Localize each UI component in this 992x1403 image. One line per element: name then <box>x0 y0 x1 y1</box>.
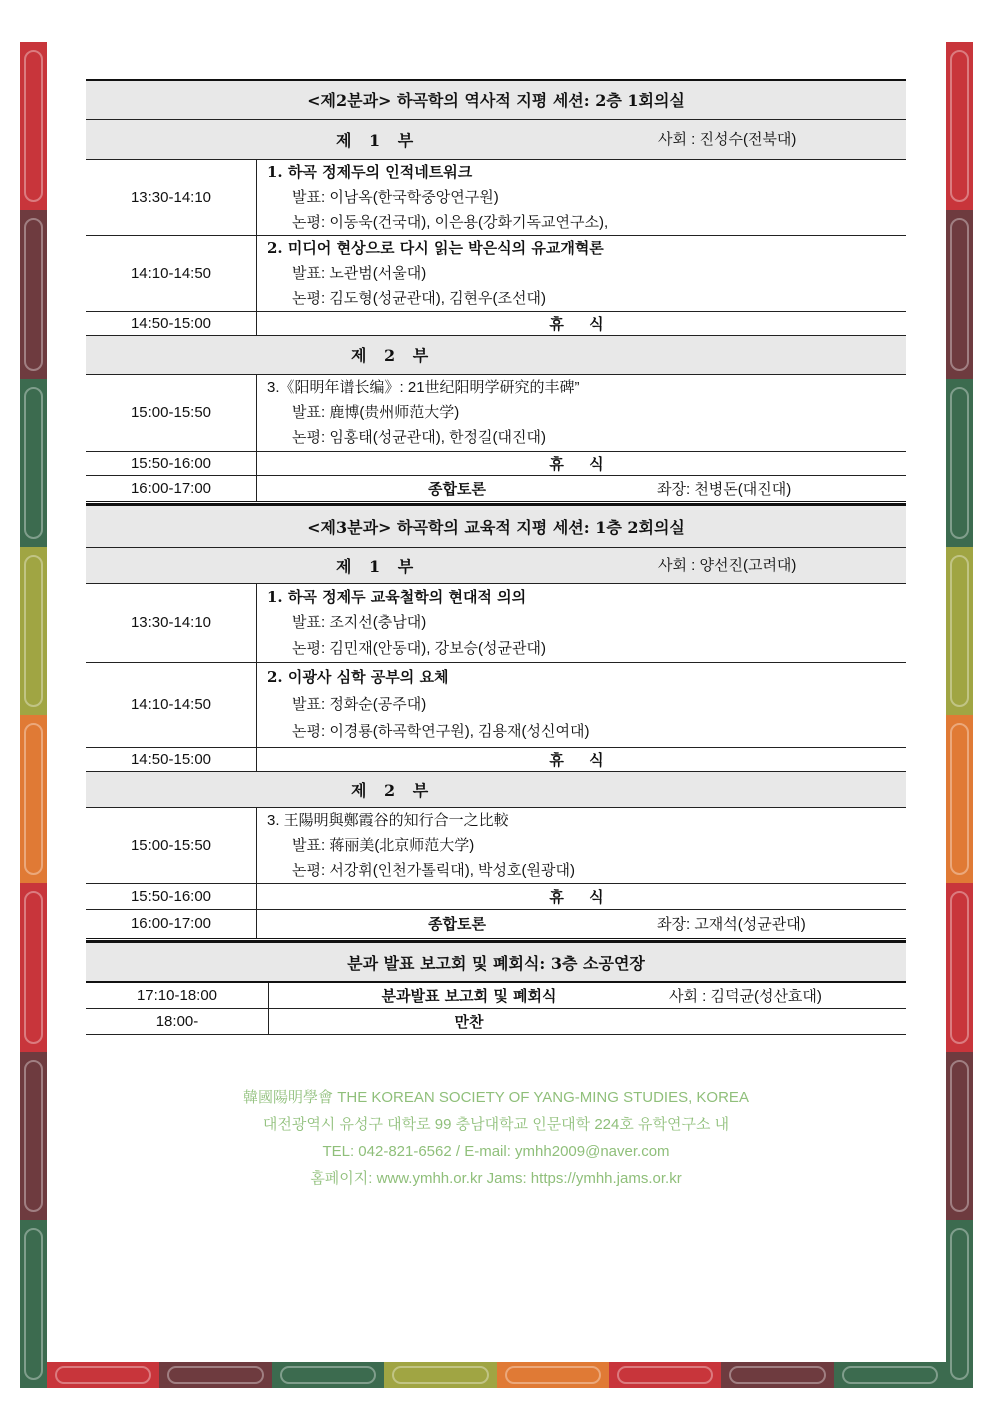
border-pattern-segment <box>721 1362 833 1388</box>
talk-title: 1. 하곡 정제두 교육철학의 현대적 의의 <box>267 587 527 606</box>
closing-time: 17:10-18:00 <box>86 982 269 1008</box>
talk-time: 13:30-14:10 <box>86 159 257 235</box>
talk-title: 2. 미디어 현상으로 다시 읽는 박은식의 유교개혁론 <box>267 238 604 257</box>
border-pattern-segment <box>946 42 973 210</box>
footer-links: 홈페이지: www.ymhh.or.kr Jams: https://ymhh.jams.or.kr <box>310 1170 682 1187</box>
border-pattern-segment <box>946 547 973 715</box>
border-pattern-segment <box>159 1362 271 1388</box>
discussion-row <box>86 475 906 502</box>
talk-title: 1. 하곡 정제두의 인적네트워크 <box>267 162 473 181</box>
talk-time: 14:10-14:50 <box>86 662 257 747</box>
talk-row <box>86 159 906 235</box>
discussion-label: 종합토론 <box>428 915 486 933</box>
talk-title: 2. 이광사 심학 공부의 요체 <box>267 668 449 686</box>
break-row <box>86 451 906 475</box>
discussion-time: 16:00-17:00 <box>86 475 257 502</box>
part-chair: 사회 : 진성수(전북대) <box>658 130 797 148</box>
session2-part1-header <box>86 119 906 159</box>
closing-row <box>86 982 906 1008</box>
talk-discussant: 논평: 이동욱(건국대), 이은용(강화기독교연구소), <box>292 213 609 231</box>
discussion-chair: 좌장: 고재석(성균관대) <box>657 916 806 933</box>
talk-time: 15:00-15:50 <box>86 807 257 883</box>
talk-row <box>86 807 906 883</box>
border-pattern-segment <box>834 1362 946 1388</box>
talk-time: 15:00-15:50 <box>86 374 257 451</box>
border-pattern-segment <box>384 1362 496 1388</box>
session3-part1-header <box>86 547 906 583</box>
footer-address: 대전광역시 유성구 대학로 99 충남대학교 인문대학 224호 유학연구소 내 <box>262 1116 730 1133</box>
talk-row <box>86 583 906 662</box>
break-label: 휴 식 <box>257 883 907 909</box>
border-pattern-segment <box>609 1362 721 1388</box>
break-time: 14:50-15:00 <box>86 747 257 771</box>
talk-row <box>86 662 906 747</box>
border-pattern-segment <box>20 1220 47 1388</box>
closing-header <box>86 942 906 982</box>
session2-title: <제2분과> 하곡학의 역사적 지평 세션: 2층 1회의실 <box>86 80 906 119</box>
talk-time: 13:30-14:10 <box>86 583 257 662</box>
talk-discussant: 논평: 임홍태(성균관대), 한정길(대진대) <box>292 429 547 446</box>
part-name: 제 1 부 <box>336 556 420 576</box>
talk-discussant: 논평: 서강휘(인천가톨릭대), 박성호(원광대) <box>292 861 575 879</box>
session2-header <box>86 80 906 119</box>
session2-part2-header <box>86 335 906 374</box>
break-row <box>86 311 906 335</box>
break-time: 14:50-15:00 <box>86 311 257 335</box>
footer-contact: TEL: 042-821-6562 / E-mail: ymhh2009@naver.com <box>322 1143 670 1160</box>
break-label: 휴 식 <box>257 451 907 475</box>
session3-title: <제3분과> 하곡학의 교육적 지평 세션: 1층 2회의실 <box>86 505 906 547</box>
talk-presenter: 발표: 이남옥(한국학중앙연구원) <box>292 188 499 206</box>
closing-title: 분과 발표 보고회 및 폐회식: 3층 소공연장 <box>86 942 906 982</box>
session3-schedule-table <box>86 504 906 941</box>
talk-discussant: 논평: 김민재(안동대), 강보승(성균관대) <box>292 639 547 657</box>
talk-row <box>86 374 906 451</box>
talk-presenter: 발표: 노관범(서울대) <box>292 264 427 282</box>
border-pattern-segment <box>946 210 973 378</box>
closing-label: 분과발표 보고회 및 폐회식 <box>381 986 557 1005</box>
border-pattern-segment <box>20 42 47 210</box>
border-pattern-segment <box>20 379 47 547</box>
border-pattern-segment <box>946 883 973 1051</box>
session3-header <box>86 505 906 547</box>
discussion-time: 16:00-17:00 <box>86 909 257 939</box>
discussion-label: 종합토론 <box>428 479 486 498</box>
part-name: 제 2 부 <box>86 771 906 807</box>
talk-discussant: 논평: 김도형(성균관대), 김현우(조선대) <box>292 289 547 307</box>
talk-presenter: 발표: 정화순(공주대) <box>292 696 427 713</box>
discussion-chair: 좌장: 천병돈(대진대) <box>657 480 792 498</box>
break-row <box>86 883 906 909</box>
talk-presenter: 발표: 鹿博(贵州师范大学) <box>292 404 460 421</box>
talk-time: 14:10-14:50 <box>86 235 257 311</box>
border-pattern-segment <box>47 1362 159 1388</box>
break-label: 휴 식 <box>257 747 907 771</box>
border-pattern-segment <box>497 1362 609 1388</box>
break-label: 휴 식 <box>257 311 907 335</box>
society-footer <box>0 1084 992 1192</box>
talk-discussant: 논평: 이경룡(하곡학연구원), 김용재(성신여대) <box>292 723 590 740</box>
part-name: 제 1 부 <box>336 130 420 150</box>
talk-row <box>86 235 906 311</box>
dinner-time: 18:00- <box>86 1008 269 1034</box>
dinner-row <box>86 1008 906 1034</box>
bottom-decorative-border <box>47 1362 946 1388</box>
border-pattern-segment <box>20 210 47 378</box>
border-pattern-segment <box>20 547 47 715</box>
border-pattern-segment <box>20 883 47 1051</box>
part-chair: 사회 : 양선진(고려대) <box>658 556 797 574</box>
talk-presenter: 발표: 조지선(충남대) <box>292 613 427 631</box>
closing-chair: 사회 : 김덕균(성산효대) <box>669 987 822 1005</box>
discussion-row <box>86 909 906 939</box>
break-time: 15:50-16:00 <box>86 883 257 909</box>
talk-title: 3.《阳明年谱长编》: 21世纪阳明学研究的丰碑” <box>267 379 580 396</box>
talk-presenter: 발표: 蒋丽美(北京师范大学) <box>292 836 475 854</box>
break-row <box>86 747 906 771</box>
closing-schedule-table <box>86 941 906 1035</box>
border-pattern-segment <box>946 715 973 883</box>
talk-title: 3. 王陽明與鄭霞谷的知行合一之比較 <box>267 811 509 829</box>
border-pattern-segment <box>272 1362 384 1388</box>
border-pattern-segment <box>946 379 973 547</box>
session2-schedule-table <box>86 79 906 504</box>
part-name: 제 2 부 <box>86 335 906 374</box>
dinner-label: 만찬 <box>454 1012 484 1031</box>
border-pattern-segment <box>20 715 47 883</box>
break-time: 15:50-16:00 <box>86 451 257 475</box>
footer-society-name: 韓國陽明學會 THE KOREAN SOCIETY OF YANG-MING STUDIES, KOREA <box>243 1089 749 1106</box>
session3-part2-header <box>86 771 906 807</box>
border-pattern-segment <box>946 1220 973 1388</box>
